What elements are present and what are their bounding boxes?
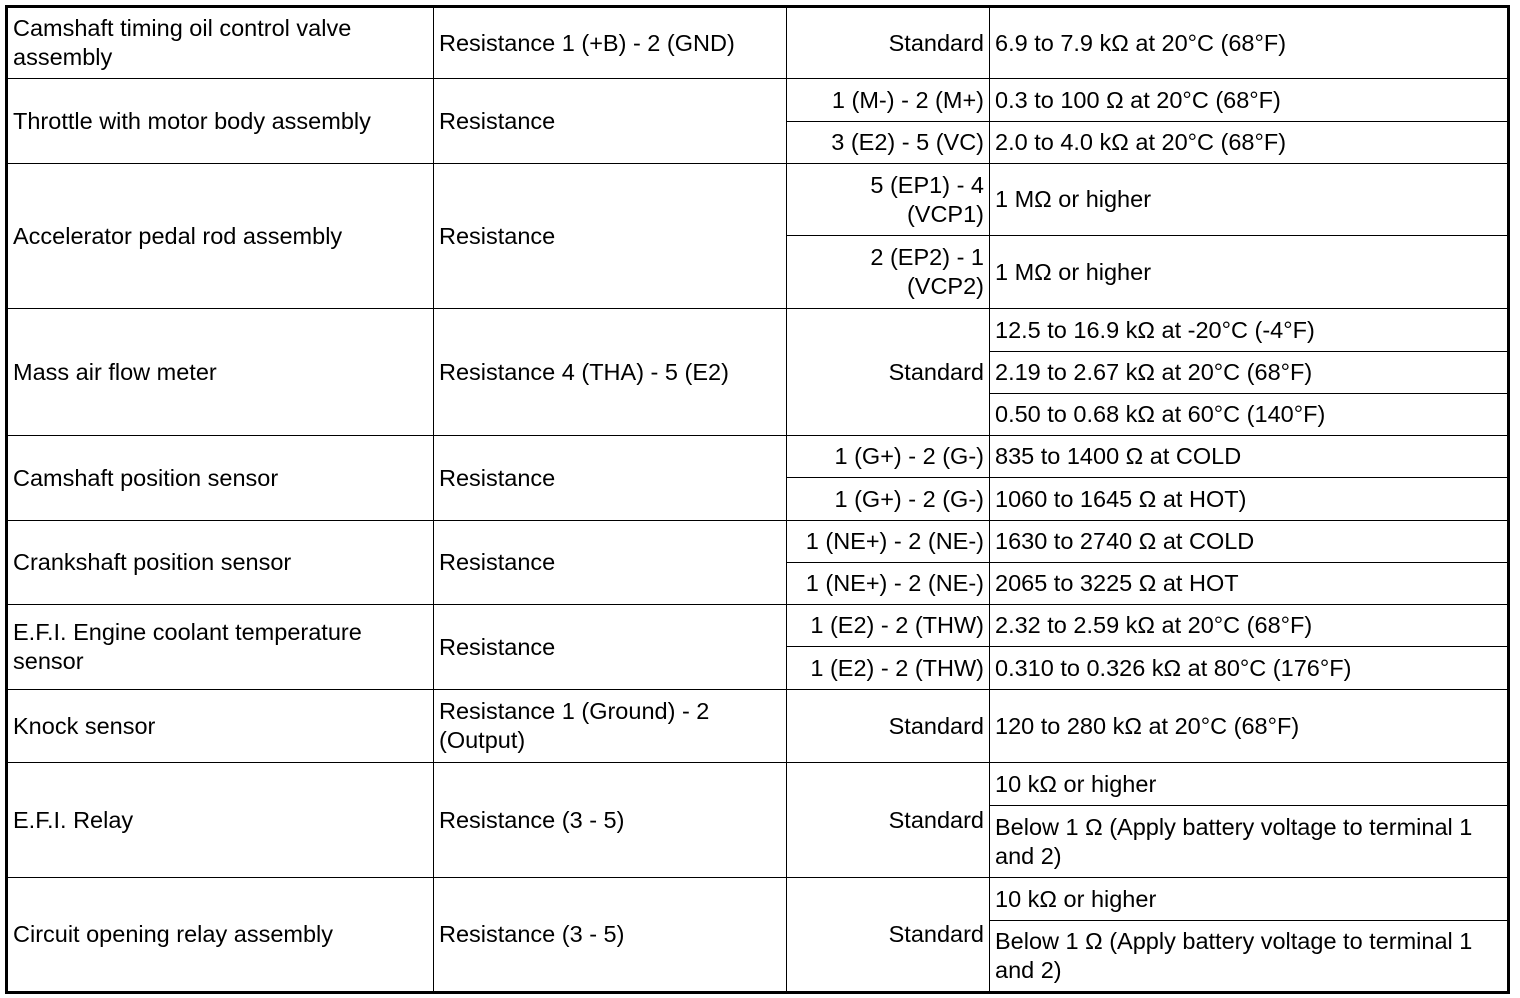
spec-cell: 6.9 to 7.9 kΩ at 20°C (68°F) — [990, 7, 1509, 79]
test-item-cell: Resistance 4 (THA) - 5 (E2) — [434, 309, 787, 436]
test-item-cell: Resistance 1 (Ground) - 2 (Output) — [434, 690, 787, 763]
spec-cell: 0.3 to 100 Ω at 20°C (68°F) — [990, 79, 1509, 122]
component-cell: Throttle with motor body assembly — [7, 79, 434, 164]
spec-cell: 2.0 to 4.0 kΩ at 20°C (68°F) — [990, 122, 1509, 164]
condition-cell: Standard — [787, 7, 990, 79]
condition-cell: 5 (EP1) - 4 (VCP1) — [787, 164, 990, 236]
spec-cell: Below 1 Ω (Apply battery voltage to terminal 1 and 2) — [990, 806, 1509, 878]
spec-cell: 1 MΩ or higher — [990, 164, 1509, 236]
table-row — [7, 690, 1509, 763]
test-item-cell: Resistance 1 (+B) - 2 (GND) — [434, 7, 787, 79]
spec-cell: 2065 to 3225 Ω at HOT — [990, 563, 1509, 605]
component-cell: Circuit opening relay assembly — [7, 878, 434, 993]
condition-cell: 1 (NE+) - 2 (NE-) — [787, 521, 990, 563]
spec-cell: 10 kΩ or higher — [990, 878, 1509, 921]
spec-cell: 1 MΩ or higher — [990, 236, 1509, 309]
component-cell: Knock sensor — [7, 690, 434, 763]
condition-cell: 1 (E2) - 2 (THW) — [787, 605, 990, 647]
test-item-cell: Resistance — [434, 164, 787, 309]
spec-cell: 0.310 to 0.326 kΩ at 80°C (176°F) — [990, 647, 1509, 690]
condition-cell: 3 (E2) - 5 (VC) — [787, 122, 990, 164]
spec-cell: 2.19 to 2.67 kΩ at 20°C (68°F) — [990, 352, 1509, 394]
component-cell: Accelerator pedal rod assembly — [7, 164, 434, 309]
table-row — [7, 878, 1509, 921]
spec-cell: 835 to 1400 Ω at COLD — [990, 436, 1509, 478]
condition-cell: Standard — [787, 309, 990, 436]
table-row — [7, 79, 1509, 122]
test-item-cell: Resistance (3 - 5) — [434, 763, 787, 878]
component-cell: E.F.I. Engine coolant temperature sensor — [7, 605, 434, 690]
condition-cell: 1 (E2) - 2 (THW) — [787, 647, 990, 690]
condition-cell: Standard — [787, 763, 990, 878]
spec-table — [5, 5, 1510, 994]
test-item-cell: Resistance — [434, 605, 787, 690]
spec-cell: 2.32 to 2.59 kΩ at 20°C (68°F) — [990, 605, 1509, 647]
component-cell: E.F.I. Relay — [7, 763, 434, 878]
condition-cell: 2 (EP2) - 1 (VCP2) — [787, 236, 990, 309]
component-cell: Crankshaft position sensor — [7, 521, 434, 605]
condition-cell: Standard — [787, 878, 990, 993]
test-item-cell: Resistance — [434, 79, 787, 164]
component-cell: Camshaft timing oil control valve assembly — [7, 7, 434, 79]
spec-cell: 10 kΩ or higher — [990, 763, 1509, 806]
test-item-cell: Resistance — [434, 521, 787, 605]
spec-cell: Below 1 Ω (Apply battery voltage to terminal 1 and 2) — [990, 921, 1509, 993]
test-item-cell: Resistance (3 - 5) — [434, 878, 787, 993]
condition-cell: 1 (NE+) - 2 (NE-) — [787, 563, 990, 605]
table-row — [7, 521, 1509, 563]
table-row — [7, 164, 1509, 236]
condition-cell: Standard — [787, 690, 990, 763]
component-cell: Camshaft position sensor — [7, 436, 434, 521]
table-row — [7, 605, 1509, 647]
condition-cell: 1 (G+) - 2 (G-) — [787, 478, 990, 521]
component-cell: Mass air flow meter — [7, 309, 434, 436]
table-row — [7, 763, 1509, 806]
spec-cell: 1630 to 2740 Ω at COLD — [990, 521, 1509, 563]
condition-cell: 1 (G+) - 2 (G-) — [787, 436, 990, 478]
condition-cell: 1 (M-) - 2 (M+) — [787, 79, 990, 122]
table-row — [7, 7, 1509, 79]
spec-cell: 120 to 280 kΩ at 20°C (68°F) — [990, 690, 1509, 763]
spec-cell: 0.50 to 0.68 kΩ at 60°C (140°F) — [990, 394, 1509, 436]
spec-cell: 1060 to 1645 Ω at HOT) — [990, 478, 1509, 521]
test-item-cell: Resistance — [434, 436, 787, 521]
spec-table-body — [7, 7, 1509, 993]
table-row — [7, 436, 1509, 478]
spec-cell: 12.5 to 16.9 kΩ at -20°C (-4°F) — [990, 309, 1509, 352]
table-row — [7, 309, 1509, 352]
